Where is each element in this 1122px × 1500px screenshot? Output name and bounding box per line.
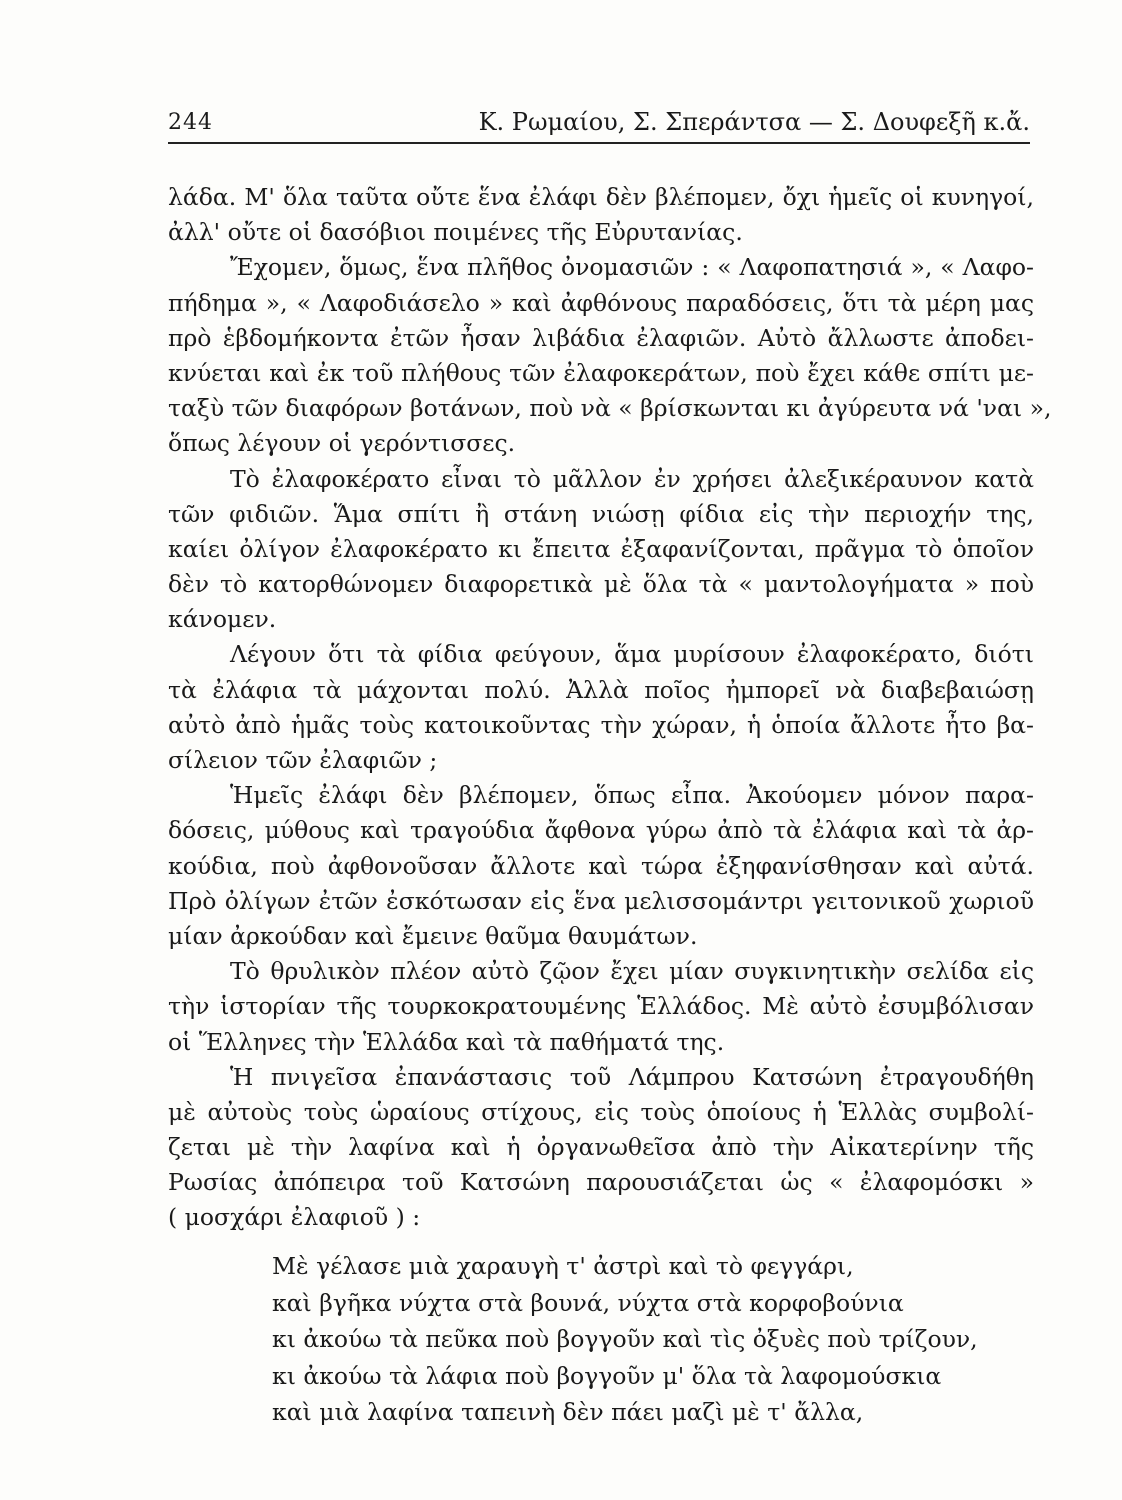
text-line: Λέγουν ὅτι τὰ φίδια φεύγουν, ἅμα μυρίσουν ἐλαφοκέρατο, διότι	[230, 640, 1034, 669]
text-line: αὐτὸ ἀπὸ ἡμᾶς τοὺς κατοικοῦντας τὴν χώραν, ἡ ὁποία ἄλλοτε ἦτο βα-	[168, 710, 1034, 739]
text-line: Πρὸ ὀλίγων ἐτῶν ἐσκότωσαν εἰς ἕνα μελισσομάντρι γειτονικοῦ χωριοῦ	[168, 886, 1034, 915]
text-line: σίλειον τῶν ἐλαφιῶν ;	[168, 746, 438, 774]
text-line: Ἡ πνιγεῖσα ἐπανάστασις τοῦ Λάμπρου Κατσώνη ἐτραγουδήθη	[230, 1062, 1034, 1091]
running-head: Κ. Ρωμαίου, Σ. Σπεράντσα — Σ. Δουφεξῆ κ.ἄ.	[478, 108, 1030, 136]
text-line: Ρωσίας ἀπόπειρα τοῦ Κατσώνη παρουσιάζεται ὡς « ἐλαφομόσκι »	[168, 1168, 1034, 1197]
body-text	[168, 180, 1052, 1236]
text-line: ὅπως λέγουν οἱ γερόντισσες.	[168, 429, 516, 458]
page-number: 244	[168, 110, 213, 135]
text-line: πήδημα », « Λαφοδιάσελο » καὶ ἀφθόνους παραδόσεις, ὅτι τὰ μέρη μας	[168, 288, 1034, 317]
text-line: ( μοσχάρι ἐλαφιοῦ ) :	[168, 1203, 421, 1232]
text-line: οἱ Ἕλληνες τὴν Ἑλλάδα καὶ τὰ παθήματά της.	[168, 1027, 725, 1056]
text-line: καίει ὀλίγον ἐλαφοκέρατο κι ἔπειτα ἐξαφανίζονται, πρᾶγμα τὸ ὁποῖον	[168, 534, 1034, 563]
verse-line: κι ἀκούω τὰ πεῦκα ποὺ βογγοῦν καὶ τὶς ὀξυὲς ποὺ τρίζουν,	[272, 1325, 978, 1353]
text-line: Τὸ ἐλαφοκέρατο εἶναι τὸ μᾶλλον ἐν χρήσει ἀλεξικέραυνον κατὰ	[230, 464, 1034, 493]
text-line: δόσεις, μύθους καὶ τραγούδια ἄφθονα γύρω ἀπὸ τὰ ἐλάφια καὶ τὰ ἀρ-	[168, 816, 1034, 845]
page-header	[168, 108, 1030, 144]
text-line: κούδια, ποὺ ἀφθονοῦσαν ἄλλοτε καὶ τώρα ἐξηφανίσθησαν καὶ αὐτά.	[168, 851, 1034, 880]
text-line: πρὸ ἑβδομήκοντα ἐτῶν ἦσαν λιβάδια ἐλαφιῶν. Αὐτὸ ἄλλωστε ἀποδει-	[168, 323, 1034, 352]
text-line: τὴν ἱστορίαν τῆς τουρκοκρατουμένης Ἑλλάδος. Μὲ αὐτὸ ἐσυμβόλισαν	[168, 992, 1034, 1021]
verse-line: Μὲ γέλασε μιὰ χαραυγὴ τ' ἀστρὶ καὶ τὸ φεγγάρι,	[272, 1252, 854, 1280]
text-line: ταξὺ τῶν διαφόρων βοτάνων, ποὺ νὰ « βρίσκωνται κι ἀγύρευτα νά 'ναι »,	[168, 394, 1052, 423]
text-line: Ἡμεῖς ἐλάφι δὲν βλέπομεν, ὅπως εἶπα. Ἀκούομεν μόνον παρα-	[230, 781, 1034, 810]
verse-line: καὶ μιὰ λαφίνα ταπεινὴ δὲν πάει μαζὶ μὲ τ' ἄλλα,	[272, 1398, 864, 1426]
verse-block	[272, 1248, 1012, 1431]
text-line: κάνομεν.	[168, 605, 277, 634]
text-line: ἀλλ' οὔτε οἱ δασόβιοι ποιμένες τῆς Εὐρυτανίας.	[168, 218, 743, 247]
verse-line: κι ἀκούω τὰ λάφια ποὺ βογγοῦν μ' ὅλα τὰ λαφομούσκια	[272, 1361, 942, 1390]
text-line: λάδα. Μ' ὅλα ταῦτα οὔτε ἕνα ἐλάφι δὲν βλέπομεν, ὄχι ἡμεῖς οἱ κυνηγοί,	[168, 183, 1034, 211]
text-line: δὲν τὸ κατορθώνομεν διαφορετικὰ μὲ ὅλα τὰ « μαντολογήματα » ποὺ	[168, 570, 1034, 599]
text-line: ζεται μὲ τὴν λαφίνα καὶ ἡ ὀργανωθεῖσα ἀπὸ τὴν Αἰκατερίνην τῆς	[168, 1133, 1034, 1162]
text-line: τῶν φιδιῶν. Ἅμα σπίτι ἢ στάνη νιώσῃ φίδια εἰς τὴν περιοχήν της,	[168, 499, 1034, 528]
text-line: Τὸ θρυλικὸν πλέον αὐτὸ ζῷον ἔχει μίαν συγκινητικὴν σελίδα εἰς	[230, 957, 1034, 986]
text-line: μὲ αὐτοὺς τοὺς ὡραίους στίχους, εἰς τοὺς ὁποίους ἡ Ἑλλὰς συμβολί-	[168, 1097, 1034, 1126]
verse-line: καὶ βγῆκα νύχτα στὰ βουνά, νύχτα στὰ κορφοβούνια	[272, 1288, 904, 1317]
text-line: μίαν ἀρκούδαν καὶ ἔμεινε θαῦμα θαυμάτων.	[168, 921, 698, 950]
text-line: τὰ ἐλάφια τὰ μάχονται πολύ. Ἀλλὰ ποῖος ἠμπορεῖ νὰ διαβεβαιώσῃ	[168, 675, 1034, 704]
text-line: κνύεται καὶ ἐκ τοῦ πλήθους τῶν ἐλαφοκεράτων, ποὺ ἔχει κάθε σπίτι με-	[168, 358, 1034, 387]
text-line: Ἔχομεν, ὅμως, ἕνα πλῆθος ὀνομασιῶν : « Λαφοπατησιά », « Λαφο-	[230, 253, 1034, 282]
